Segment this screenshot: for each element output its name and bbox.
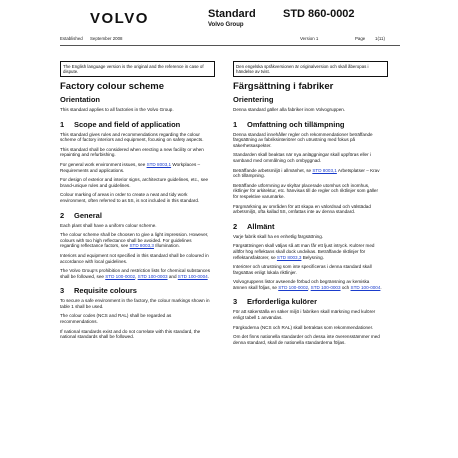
notice-swedish: Den engelska språkversionen är originalversion och skall åberopas i händelse av tvist.: [233, 61, 388, 77]
section-1-para-3-sv: Beträffande arbetsmiljö i allmänhet, se STD 8003,1 Arbetsplatser – Krav och tillämpning.: [233, 167, 380, 179]
section-2-para-3-sv: Interiörer och utrustning som inte specificeras i denna standard skall färgsättas enligt lokala riktlinjer.: [233, 264, 372, 275]
volvo-logo: VOLVO: [90, 10, 149, 27]
orientation-text: This standard applies to all factories in the Volvo Group.: [60, 107, 174, 112]
established-date: September 2008: [90, 36, 123, 41]
std-link[interactable]: STD 100-0002: [105, 273, 136, 279]
std-link[interactable]: STD 8003,1: [146, 161, 172, 167]
section-1-heading-sv: 1 Omfattning och tillämpning: [233, 119, 345, 129]
section-1-para-4: For design of exterior and interior signs, architecture guidelines, etc., see brand-unique rules and guidelines.: [60, 177, 209, 188]
section-3-para-2-sv: Färgkoderna (NCS och RAL) skall betraktas som rekommendationer.: [233, 324, 374, 330]
section-1-para-5: Colour marking of areas in order to create a neat and tidy work environment, often referred to as 5S, is not included in this standard.: [60, 192, 200, 203]
std-link[interactable]: STD 100-0003: [310, 284, 341, 290]
standard-number: STD 860-0002: [283, 8, 355, 20]
section-1-para-4-sv: Beträffande utformning av skyltar placerade utomhus och inomhus, riktlinjer för arkitektur, etc. hänvisas till de regler och riktlinjer som gäller för respektive varumärke.: [233, 182, 379, 199]
section-1-para-3: For general work environment issues, see STD 8003,1 Workplaces – Requirements and applications.: [60, 161, 201, 173]
section-1-para-1-sv: Denna standard innehåller regler och rekommendationer beträffande färgsättning av fabriksinteriörer och utrustning med fokus på säkerhetsaspekter.: [233, 131, 373, 148]
section-1-para-5-sv: Färgmärkning av områden för att skapa en välordnad och välstädad arbetsmiljö, ofta kallad 5S, omfattas inte av denna standard.: [233, 203, 371, 215]
section-3-para-2: The colour codes (NCS and RAL) shall be regarded as recommendations.: [60, 313, 172, 325]
document-type: Standard: [208, 8, 256, 20]
section-3-heading: 3 Requisite colours: [60, 286, 137, 296]
section-2-heading: 2 General: [60, 210, 102, 220]
header-divider: [60, 45, 400, 46]
section-1-para-1: This standard gives rules and recommendations regarding the colour scheme of factory interiors and equipment, focusing on safety aspects.: [60, 131, 204, 143]
std-link[interactable]: STD 100-0004: [350, 284, 381, 290]
page-title-sv: Färgsättning i fabriker: [233, 81, 334, 92]
section-3-heading-sv: 3 Erforderliga kulörer: [233, 297, 318, 307]
section-3-para-3-sv: Om det finns nationella standarder och dessa inte överensstämmer med denna standard, skall de nationella standarderna följas.: [233, 334, 380, 345]
section-2-para-4-sv: Volvogruppens listor avseende förbud och begränsning av kemiska ämnen skall följas, se STD 100-0002, STD 100-0003 och STD 100-0004.: [233, 279, 382, 290]
notice-english: The English language version is the original and the reference in case of dispute.: [60, 61, 215, 77]
orientation-heading: Orientation: [60, 95, 101, 104]
english-column: [60, 81, 210, 344]
orientation-heading-sv: Orientering: [233, 95, 274, 104]
section-3-para-1: To secure a safe environment in the factory, the colour markings shown in table 1 shall be used.: [60, 298, 210, 309]
established-label: Established: [60, 36, 83, 41]
section-2-para-1-sv: Varje fabrik skall ha en enhetlig färgsättning.: [233, 233, 324, 239]
std-link[interactable]: STD 8003,1: [312, 167, 337, 173]
page-title: Factory colour scheme: [60, 81, 165, 92]
section-2-para-1: Each plant shall have a uniform colour scheme.: [60, 222, 157, 228]
version-label: Version 1: [300, 36, 319, 41]
organization: Volvo Group: [208, 22, 244, 28]
orientation-text-sv: Denna standard gäller alla fabriker inom Volvogruppen.: [233, 107, 346, 112]
section-1-heading: 1 Scope and field of application: [60, 119, 181, 129]
std-link[interactable]: STD 100-0002: [278, 284, 309, 290]
section-1-para-2: This standard shall be considered when erecting a new facility or when repainting and refurbishing.: [60, 146, 204, 158]
section-2-para-2: The colour scheme shall be choosen to give a light impression. However, colours with too high reflectance shall be avoided. For guidelines regarding reflectance factors, see STD 8003,3 Illumination.: [60, 232, 209, 249]
section-3-para-3: If national standards exist and do not correlate with this standard, the national standards shall be followed.: [60, 328, 201, 340]
std-link[interactable]: STD 100-0004: [177, 273, 208, 279]
section-2-para-4: The Volvo Group's prohibition and restriction lists for chemical substances shall be followed, see STD 100-0002, STD 100-0003 and STD 100-0004.: [60, 268, 210, 279]
page-label: Page: [355, 36, 366, 41]
swedish-column: [233, 81, 383, 349]
section-3-para-1-sv: För att säkerställa en säker miljö i fabriken skall märkning med kulörer enligt tabell 1 användas.: [233, 309, 376, 321]
section-2-heading-sv: 2 Allmänt: [233, 221, 275, 231]
section-1-para-2-sv: Standarden skall beaktas när nya anläggningar skall uppföras eller i samband med ommålning och ombyggnad.: [233, 152, 371, 163]
section-2-para-3: Interiors and equipment not specified in this standard shall be coloured in accordance with local guidelines.: [60, 252, 209, 264]
page-number: 1(11): [375, 36, 385, 41]
std-link[interactable]: STD 8003,3: [129, 243, 154, 249]
std-link[interactable]: STD 100-0003: [137, 273, 168, 279]
section-2-para-2-sv: Färgsättningen skall väljas så att man får ett ljust intryck. Kulörer med alltför hög reflektans skall dock undvikas. Beträffande riktlinjer för reflektansfaktorer, se STD 8003,3 Belysning.: [233, 243, 375, 260]
std-link[interactable]: STD 8003,3: [276, 254, 302, 260]
